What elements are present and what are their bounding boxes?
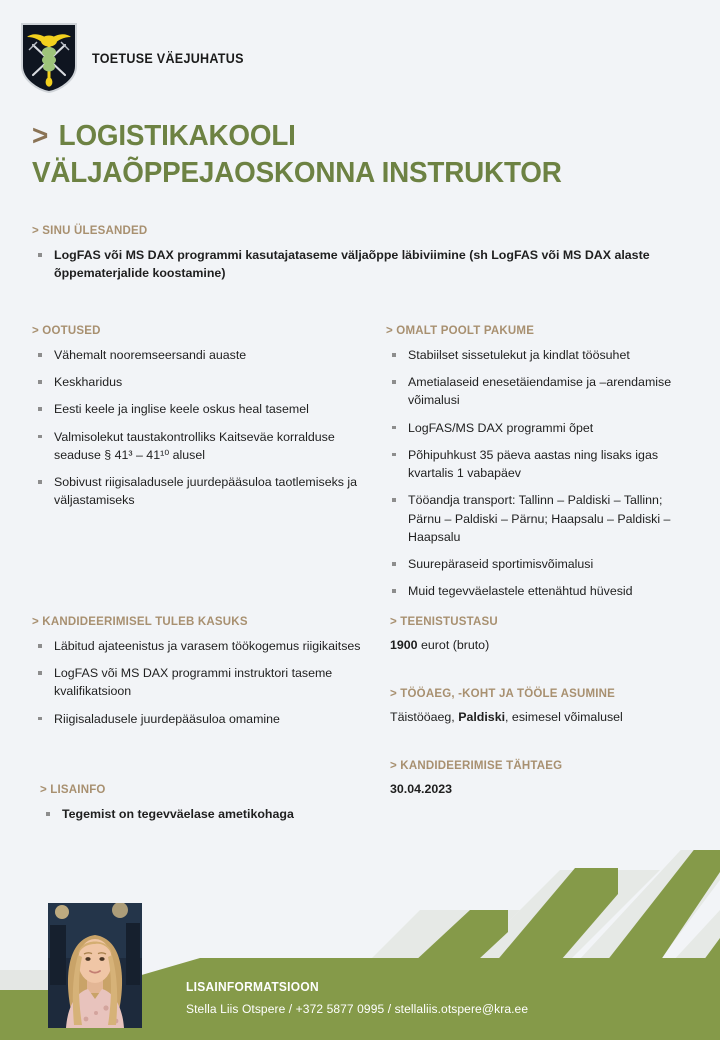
deadline-date-line [390,781,690,799]
section-offer [386,325,686,610]
extra-info-list [40,805,370,823]
list-item [40,805,370,823]
section-bonus [32,616,372,737]
deadline-date: 30.04.2023 [390,782,453,796]
salary-unit: eurot (bruto) [417,638,490,652]
contact-photo [48,903,142,1028]
tasks-list [32,246,682,282]
section-heading-extra-info: > LISAINFO [40,784,106,796]
list-item: Põhipuhkust 35 päeva aastas ning lisaks igas kvartalis 1 vabapäev [386,446,686,482]
footer-contact-block [186,980,539,1016]
section-heading-worktime: > TÖÖAEG, -KOHT JA TÖÖLE ASUMINE [390,688,616,700]
list-item: Valmisolekut taustakontrolliks Kaitseväe korralduse seaduse § 41³ – 41¹⁰ alusel [32,428,362,464]
list-item: Läbitud ajateenistus ja varasem töökogemus riigikaitses [32,637,372,655]
list-item: LogFAS või MS DAX programmi instruktori taseme kvalifikatsioon [32,664,372,700]
footer-heading: LISAINFORMATSIOON [186,980,319,994]
offer-list [386,346,686,601]
section-expectations [32,325,362,519]
section-heading-offer: > OMALT POOLT PAKUME [386,325,535,337]
title-caret-icon: > [32,120,49,152]
title-line-1 [32,118,666,155]
list-item: Riigisaladusele juurdepääsuloa omamine [32,710,372,728]
section-heading-bonus: > KANDIDEERIMISEL TULEB KASUKS [32,616,248,628]
worktime-suffix: , esimesel võimalusel [505,710,623,724]
list-item: Stabiilset sissetulekut ja kindlat töösuhet [386,346,686,364]
expectations-list [32,346,362,510]
worktime-location: Paldiski [458,710,506,724]
header [20,22,255,94]
list-item: LogFAS/MS DAX programmi õpet [386,419,686,437]
list-item: Suurepäraseid sportimisvõimalusi [386,555,686,573]
footer-contact-details: Stella Liis Otspere / +372 5877 0995 / stellaliis.otspere@kra.ee [186,1002,529,1016]
bonus-list [32,637,372,728]
title-line-2: VÄLJAÕPPEJAOSKONNA INSTRUKTOR [32,157,562,190]
section-heading-deadline: > KANDIDEERIMISE TÄHTAEG [390,760,563,772]
worktime-value-line [390,709,700,727]
page-title [32,118,692,192]
section-tasks [32,225,682,291]
section-extra-info [40,784,370,832]
list-item: Tööandja transport: Tallinn – Paldiski – Tallinn; Pärnu – Paldiski – Pärnu; Haapsalu – Paldiski – Haapsalu [386,491,686,546]
section-heading-salary: > TEENISTUSTASU [390,616,498,628]
list-item: Sobivust riigisaladusele juurdepääsuloa taotlemiseks ja väljastamiseks [32,473,362,509]
list-item: Keskharidus [32,373,362,391]
list-item [32,246,682,282]
list-item: Muid tegevväelastele ettenähtud hüvesid [386,582,686,600]
list-item: Ametialaseid enesetäiendamise ja –arendamise võimalusi [386,373,686,409]
extra-info-text: Tegemist on tegevväelase ametikohaga [62,807,294,821]
salary-value-line [390,637,690,655]
section-heading-tasks: > SINU ÜLESANDED [32,225,148,237]
worktime-prefix: Täistööaeg, [390,710,459,724]
section-heading-expectations: > OOTUSED [32,325,101,337]
list-item: Eesti keele ja inglise keele oskus heal tasemel [32,400,362,418]
section-deadline [390,760,690,799]
title-text-1: LOGISTIKAKOOLI [58,120,296,152]
list-item: Vähemalt nooremseersandi auaste [32,346,362,364]
section-salary [390,616,690,655]
salary-amount: 1900 [390,638,418,652]
organization-name: TOETUSE VÄEJUHATUS [92,50,244,66]
section-worktime [390,688,700,727]
military-shield-emblem-icon [20,22,78,94]
task-text: LogFAS või MS DAX programmi kasutajataseme väljaõppe läbiviimine (sh LogFAS või MS DAX alaste õppematerjalide koostamine) [54,248,650,281]
